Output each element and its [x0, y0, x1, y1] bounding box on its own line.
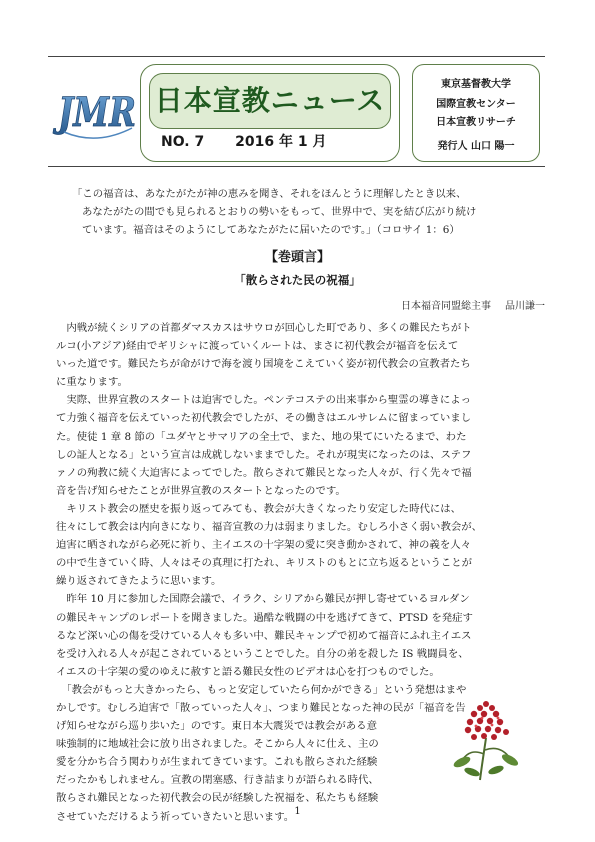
page-number: 1: [294, 806, 301, 817]
article-author: [300, 297, 545, 312]
top-rule: [48, 56, 545, 57]
title-banner: [149, 73, 391, 129]
body-line: かしです。むしろ迫害で「散っていった人々」、つまり難民となった神の民が「福音を告: [56, 701, 466, 714]
newsletter-title: 日本宣教ニュース: [154, 84, 386, 117]
article-subtitle: 「散らされた民の祝福」: [234, 273, 361, 287]
body-line: 味強制的に地域社会に放り出されました。そこから人々に仕え、主の: [56, 738, 379, 751]
body-line: 散らされ難民となった初代教会の民が経験した祝福を、私たちも経験: [56, 792, 379, 805]
body-line: に重なります。: [56, 376, 128, 389]
jmr-logo: [52, 66, 138, 156]
article-heading: 【巻頭言】: [264, 250, 330, 265]
body-line: を受け入れる人々が起こされているということでした。自分の弟を殺した IS 戦闘員を、: [56, 647, 469, 660]
body-line: 繰り返されてきたように思います。: [56, 575, 222, 588]
body-line: の中で生きていく時、人々はその真理に打たれ、キリストのもとに立ち返るということが: [56, 557, 473, 570]
verse-line: あなたがたの間でも見られるとおりの勢いをもって、世界中で、実を結び広がり続け: [82, 206, 477, 218]
bottom-rule: [48, 166, 545, 167]
body-line: 迫害に晒されながら必死に祈り、主イエスの十字架の愛に突き動かされて、神の義を人々: [56, 539, 471, 552]
logo-text: JMR: [52, 89, 136, 136]
scripture-quote: [72, 185, 532, 239]
body-line: 「教会がもっと大きかったら、もっと安定していたら何かができる」という発想はまや: [56, 683, 467, 696]
body-line: イエスの十字架の愛のゆえに赦すと語る難民女性のビデオは心を打つものでした。: [56, 665, 440, 678]
body-line: 昨年 10 月に参加した国際会議で、イラク、シリアから難民が押し寄せているヨルダン: [56, 593, 470, 606]
body-line: させていただけるよう祈っていきたいと思います。: [56, 810, 295, 823]
verse-line: 「この福音は、あなたがたが神の恵みを聞き、それをほんとうに理解したとき以来、: [72, 188, 467, 200]
author-title: 日本福音同盟総主事: [401, 301, 491, 312]
publisher-line: 東京基督教大学: [441, 79, 511, 90]
body-line: いった道です。難民たちが命がけで海を渡り国境をこえていく姿が初代教会の宣教者たち: [56, 358, 471, 371]
red-flower-illustration: [440, 694, 530, 782]
body-line: て力強く福音を伝えていった初代教会でしたが、その働きはエルサレムに留まっていまし: [56, 412, 471, 425]
body-line: 音を告げ知らせたことが世界宣教のスタートとなったのです。: [56, 484, 346, 497]
publisher-line: 国際宣教センター: [436, 99, 516, 110]
title-box: [140, 64, 400, 162]
body-line: だったかもしれません。宣教の閉塞感、行き詰まりが語られる時代、: [56, 774, 379, 787]
issue-date: 2016 年 1 月: [235, 134, 327, 150]
body-line: ァノの殉教に続く大迫害によってでした。散らされて難民となった人々が、行く先々で福: [56, 466, 472, 479]
publisher-line: 発行人 山口 陽一: [437, 141, 515, 152]
body-line: げ知らせながら巡り歩いた」のです。東日本大震災では教会がある意: [56, 720, 377, 733]
body-line: 愛を分かち合う関わりが生まれてきています。これも散らされた経験: [56, 756, 378, 769]
body-line: キリスト教会の歴史を振り返ってみても、教会が大きくなったり安定した時代には、: [56, 502, 462, 515]
body-line: 往々にして教会は内向きになり、福音宣教の力は弱まりました。むしろ小さく弱い教会が、: [56, 521, 483, 534]
body-line: た。使徒 1 章 8 節の「ユダヤとサマリアの全土で、また、地の果てにいたるまで、わた: [56, 430, 467, 443]
publisher-box: [412, 64, 540, 162]
body-line: しの証人となる」という宣言は成就しないままでした。それが現実になったのは、ステフ: [56, 448, 472, 461]
issue-number: NO. 7: [161, 134, 205, 150]
body-line: ルコ(小アジア)経由でギリシャに渡っていくルートは、まさに初代教会が福音を伝えて: [56, 340, 459, 353]
verse-line: ています。福音はそのようにしてあなたがたに届いたのです。」（コロサイ 1：6）: [82, 224, 460, 236]
issue-info: [161, 131, 391, 151]
body-line: 実際、世界宣教のスタートは迫害でした。ペンテコステの出来事から聖霊の導きによっ: [56, 394, 471, 407]
publisher-line: 日本宣教リサーチ: [436, 117, 516, 128]
author-name: 品川謙一: [505, 301, 545, 312]
body-line: 内戦が続くシリアの首都ダマスカスはサウロが回心した町であり、多くの難民たちがト: [56, 322, 472, 334]
body-line: るなど深い心の傷を受けている人々も多い中、難民キャンプで初めて福音にふれ主イエス: [56, 629, 472, 642]
body-line: の難民キャンプのレポートを聞きました。過酷な戦闘の中を逃げてきて、PTSD を発症す: [56, 611, 473, 624]
